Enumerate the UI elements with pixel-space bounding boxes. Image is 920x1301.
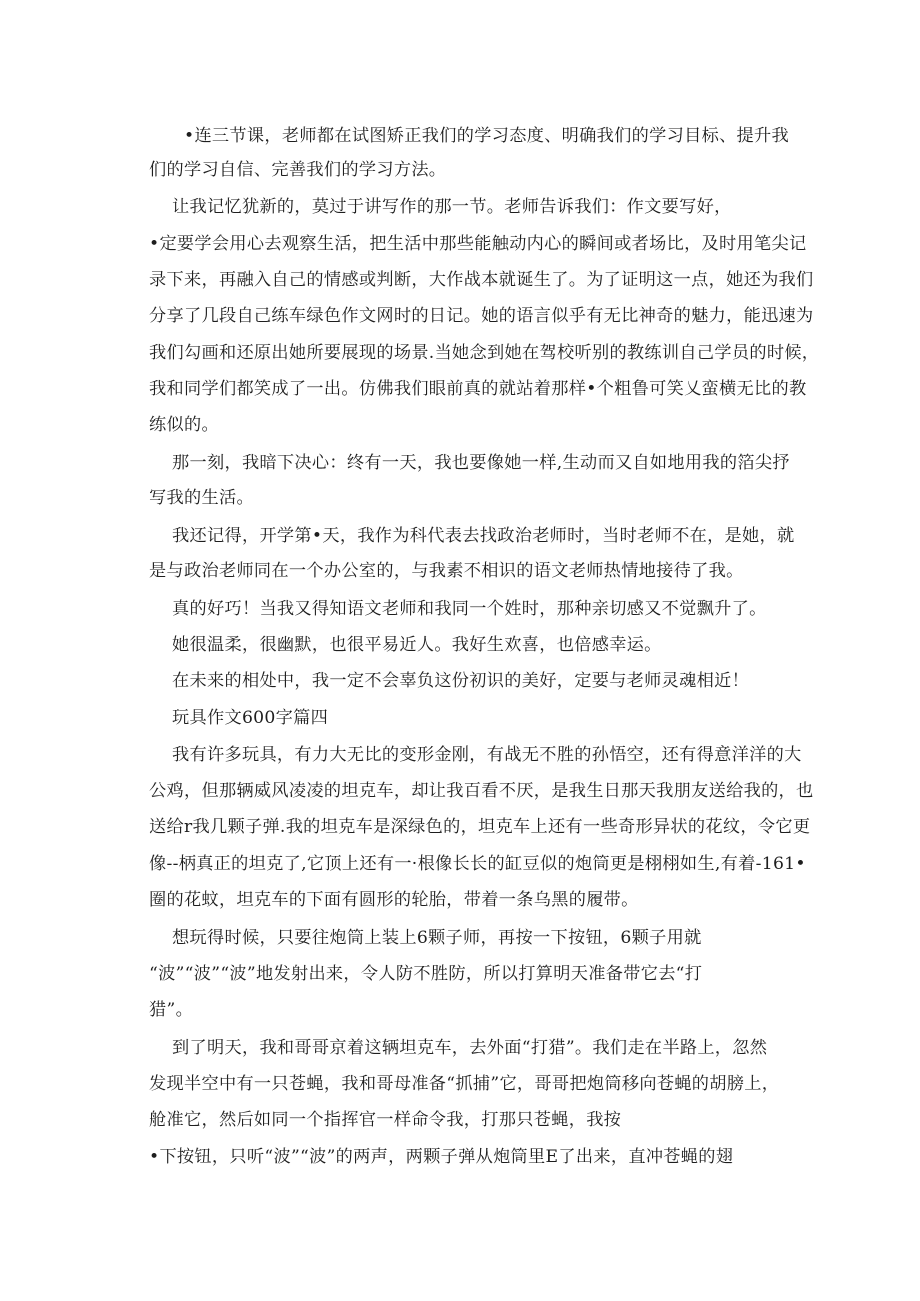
text-line: 舱准它，然后如同一个指挥官一样命令我，打那只苍蝇，我按 — [149, 1110, 622, 1130]
text-line: 那一刻，我暗下决心：终有一天，我也要像她一样,生动而又自如地用我的箔尖抒 — [172, 453, 790, 473]
text-line: 写我的生活。 — [149, 488, 254, 508]
text-line: 想玩得时候，只要往炮筒上装上6颗子师，再按一下按钮，6颗子用就 — [172, 928, 702, 948]
text-line: 在未来的相处中，我一定不会辜负这份初识的美好，定要与老师灵魂相近！ — [172, 671, 750, 691]
text-line: 到了明天，我和哥哥京着这辆坦克车，去外面“打猎”。我们走在半路上，忽然 — [172, 1038, 768, 1058]
text-line: 我们勾画和还原出她所要展现的场景.当她念到她在驾校听别的教练训自己学员的时候， — [149, 343, 820, 363]
text-line: 公鸡，但那辆威风凌凌的坦克车，却让我百看不厌，是我生日那天我朋友送给我的，也 — [149, 781, 814, 801]
text-line: 分享了几段自己练车绿色作文网时的日记。她的语言似乎有无比神奇的魅力，能迅速为 — [149, 306, 814, 326]
text-line: •下按钮，只听“波”“波”的两声，两颗子弹从炮筒里E了出来，直冲苍蝇的翅 — [149, 1147, 734, 1167]
text-line: •定要学会用心去观察生活，把生活中那些能触动内心的瞬间或者场比，及时用笔尖记 — [149, 234, 807, 254]
text-line: 她很温柔，很幽默，也很平易近人。我好生欢喜，也倍感幸运。 — [172, 635, 662, 655]
text-line: 送给r我几颗子弹.我的坦克车是深绿色的，坦克车上还有一些奇形异状的花纹，令它更 — [149, 817, 811, 837]
text-line: 是与政治老师同在一个办公室的，与我素不相识的语文老师热情地接待了我。 — [149, 561, 744, 581]
text-line: 像--柄真正的坦克了,它顶上还有一·根像长长的缸豆似的炮筒更是栩栩如生,有着-161• — [149, 854, 806, 874]
text-line: “波”“波”“波”地发射出来，令人防不胜防，所以打算明天准备带它去“打 — [149, 964, 703, 984]
text-line: 猎”。 — [149, 1000, 194, 1020]
text-line: 我有许多玩具，有力大无比的变形金刚，有战无不胜的孙悟空，还有得意洋洋的大 — [172, 745, 802, 765]
text-line: 发现半空中有一只苍蝇，我和哥母准备“抓捕”它，哥哥把炮筒移向苍蝇的胡膀上， — [149, 1074, 780, 1094]
section-heading: 玩具作文600字篇四 — [172, 708, 329, 728]
text-line: 圈的花蚊，坦克车的下面有圆形的轮胎，带着一条乌黑的履带。 — [149, 890, 639, 910]
text-line: 练似的。 — [149, 415, 219, 435]
text-line: 我和同学们都笑成了一出。仿佛我们眼前真的就站着那样•个粗鲁可笑乂蛮横无比的教 — [149, 379, 807, 399]
text-line: •连三节课，老师都在试图矫正我们的学习态度、明确我们的学习目标、提升我 — [184, 126, 790, 146]
text-line: 们的学习自信、完善我们的学习方法。 — [149, 160, 447, 180]
text-line: 真的好巧！当我又得知语文老师和我同一个姓时，那种亲切感又不觉飘升了。 — [172, 599, 767, 619]
text-line: 让我记忆犹新的，莫过于讲写作的那一节。老师告诉我们：作文要写好， — [172, 197, 732, 217]
text-line: 我还记得，开学第•天，我作为科代表去找政治老师时，当时老师不在，是她，就 — [172, 526, 795, 546]
text-line: 录下来，再融入自己的情感或判断，大作战本就诞生了。为了证明这一点，她还为我们 — [149, 270, 814, 290]
